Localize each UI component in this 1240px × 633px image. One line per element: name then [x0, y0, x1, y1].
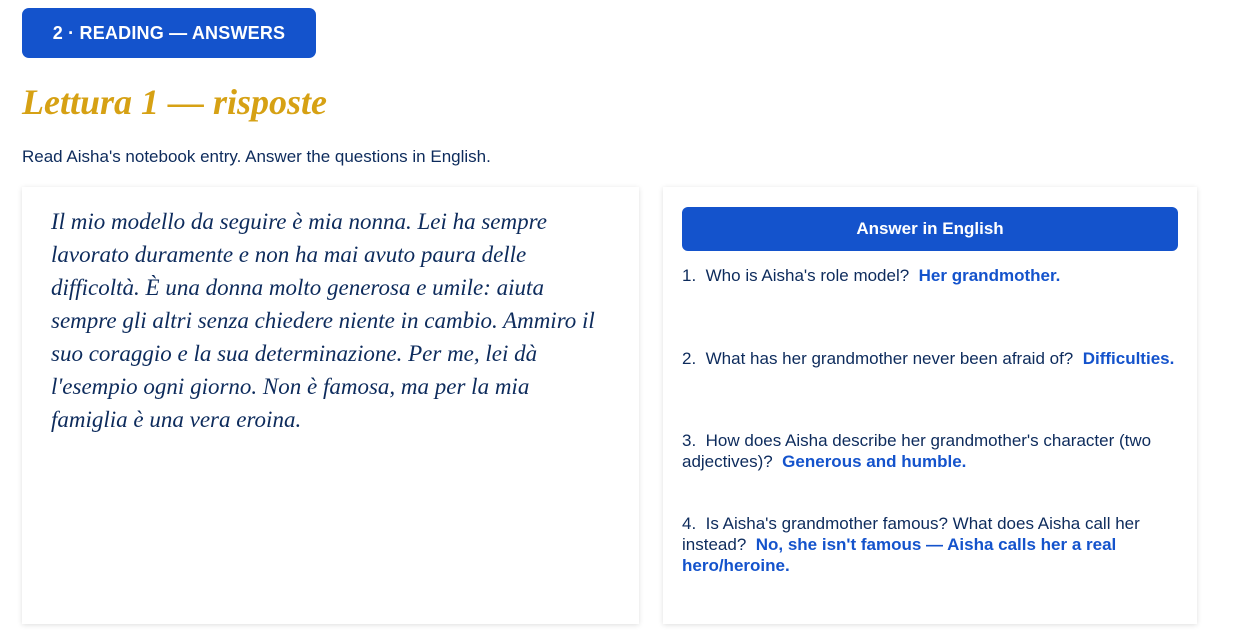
question-number: 3.	[682, 431, 697, 450]
question-number: 4.	[682, 514, 697, 533]
question-text: What has her grandmother never been afraid of?	[705, 349, 1074, 368]
qa-item-4	[682, 513, 1178, 576]
instructions: Read Aisha's notebook entry. Answer the questions in English.	[22, 147, 491, 166]
section-label: 2 · READING — ANSWERS	[22, 8, 316, 58]
question-text: Is Aisha's grandmother famous? What does Aisha call her instead?	[682, 514, 1140, 554]
answer-text: Difficulties.	[1082, 349, 1175, 368]
question-text: Who is Aisha's role model?	[705, 266, 910, 285]
answer-text: No, she isn't famous — Aisha calls her a real hero/heroine.	[682, 535, 1117, 575]
question-number: 1.	[682, 266, 697, 285]
qa-item-1	[682, 265, 1178, 286]
qa-item-2	[682, 348, 1178, 369]
question-text: How does Aisha describe her grandmother's character (two adjectives)?	[682, 431, 1152, 471]
page-title: Lettura 1 — risposte	[22, 82, 328, 122]
answers-header: Answer in English	[682, 207, 1178, 251]
question-number: 2.	[682, 349, 697, 368]
qa-item-3	[682, 430, 1178, 472]
passage-card	[22, 187, 639, 624]
answer-text: Generous and humble.	[782, 452, 967, 471]
passage-text: Il mio modello da seguire è mia nonna. Lei ha sempre lavorato duramente e non ha mai avuto paura delle difficoltà. È una donna molto generosa e umile: aiuta sempre gli altri senza chiedere niente in cambio. Ammiro il suo coraggio e la sua determinazione. Per me, lei dà l'esempio ogni giorno. Non è famosa, ma per la mia famiglia è una vera eroina.	[51, 209, 595, 432]
answer-text: Her grandmother.	[918, 266, 1061, 285]
answers-card	[663, 187, 1197, 624]
